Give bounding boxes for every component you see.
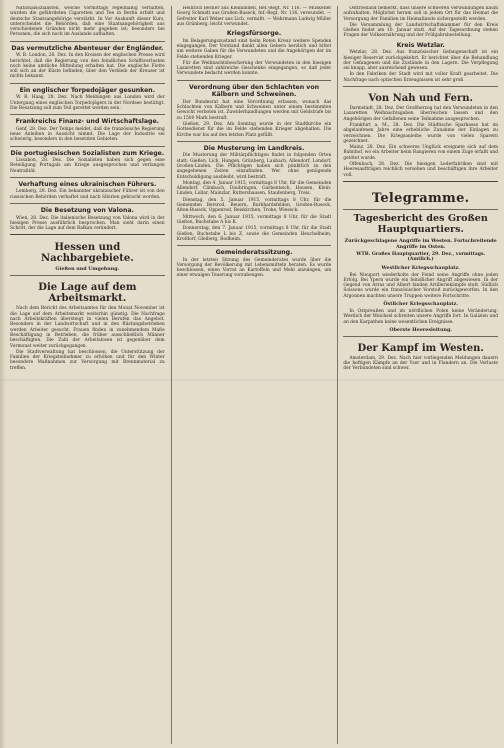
article-text: Mittwoch, den 6. Januar 1915, vormittags 8 Uhr, für die Stadt Gießen, Buchstabe A bis K. xyxy=(176,214,332,225)
headline: Kriegsfürsorge. xyxy=(226,30,282,38)
divider xyxy=(10,146,165,147)
dateline: WTB. Großes Hauptquartier, 29. Dez., vormittags. (Amtlich.) xyxy=(356,251,486,263)
headline: Gemeinderatssitzung. xyxy=(215,249,293,257)
headline: Das vermutzliche Abenteuer der Engländer. xyxy=(11,44,164,52)
article-text: Lemberg, 28. Dez. Ein bekannter ukrainischer Führer ist von den russischen Behörden verhaftet und nach Sibirien gebracht worden. xyxy=(10,189,165,200)
article-text: Montag, den 4. Januar 1915, vormittags 8 Uhr, für die Gemeinden Allendorf, Climbach, Daubringen, Garbenteich, Hausen, Klein-Linden, Lollar, Mainzlar, Ruttershausen, Staufenberg, Treis. xyxy=(176,180,332,197)
article-text: Frankfurt a. M., 28. Dez. Die Städtische Sparkasse hat im abgelaufenen Jahre eine erhebliche Zunahme der Einlagen zu verzeichnen. Die Kriegsanleihe wurde von vielen Sparern gezeichnet. xyxy=(343,122,499,144)
signature: Oberste Heeresleitung. xyxy=(389,326,452,333)
divider xyxy=(10,114,165,115)
section-heading: Hessen und Nachbargebiete. xyxy=(40,242,134,265)
article-text: Die Versammlung der Landwirtschaftskammer für den Kreis Gießen findet am 10. Januar statt. Auf der Tagesordnung stehen Fragen der Volksernährung und der Frühjahrsbestellung. xyxy=(343,22,499,39)
divider xyxy=(10,275,165,276)
headline: Die portugiesischen Sozialisten zum Kriege. xyxy=(10,149,165,157)
section-subheading: Gießen und Umgebung. xyxy=(55,266,120,273)
summary-line: Zurückgeschlagene Angriffe im Westen. Fortschreitende Angriffe im Osten. xyxy=(344,237,497,250)
article-text: Nach dem Bericht des Arbeitsamtes für den Monat November ist die Lage auf dem Arbeitsmarkt weiterhin günstig. Die Nachfrage nach Arbeitskräften übersteigt in vielen Berufen das Angebot. Besonders in der Landwirtschaft und in den Rüstungsbetrieben werden Arbeiter gesucht. Frauen finden in zunehmendem Maße Beschäftigung in Betrieben, die früher ausschließlich Männer beschäftigten. Die Zahl der Arbeitslosen ist gegenüber dem Vormonat weiter zurückgegangen. xyxy=(10,306,165,349)
article-text: In den Fabriken der Stadt wird mit voller Kraft gearbeitet. Die Nachfrage nach optischen Erzeugnissen ist sehr groß. xyxy=(343,72,499,83)
divider xyxy=(343,86,498,87)
section-divider xyxy=(343,181,498,183)
section-divider xyxy=(10,234,165,236)
divider xyxy=(10,41,165,42)
article-text: Heinrich Becker aus Kleinlinden, Ref.-Regt. Nr. 116. — Musketier Georg Schmidt aus Großen-Buseck, Inf.-Regt. Nr. 116, verwundet. — Gefreiter Karl Weber aus Lich, vermißt. — Wehrmann Ludwig Müller aus Grünberg, leicht verwundet. xyxy=(176,6,332,27)
theater-heading: Westlicher Kriegsschauplatz. xyxy=(381,264,460,271)
headline: Die Musterung im Landkreis. xyxy=(203,144,305,152)
column-3 xyxy=(337,6,498,744)
article-text: Lissabon, 28. Dez. Die Sozialisten haben sich gegen eine Beteiligung Portugals am Kriege ausgesprochen und verlangen Neutralität. xyxy=(10,158,165,174)
article-text: Wien, 28. Dez. Die italienische Besetzung von Valona wird in der hiesigen Presse ausführlich besprochen. Man sieht darin einen Schritt, der die Lage auf dem Balkan verändert. xyxy=(10,215,165,232)
divider xyxy=(177,245,332,246)
telegram-heading: Telegramme. xyxy=(371,190,470,206)
article-text: Offenbach, 28. Dez. Die hiesigen Lederfabriken sind mit Heeresaufträgen reichlich versehen und beschäftigen ihre Arbeiter voll. xyxy=(343,162,499,178)
article-text: Donnerstag, den 7. Januar 1915, vormittags 8 Uhr, für die Stadt Gießen, Buchstabe L bis Z, sowie die Gemeinden Heuchelheim, Krofdorf, Gleiberg, Rodheim. xyxy=(176,226,332,242)
article-text: Ostfriesland bemerkt, dass unsere schweren Verwundungen kaum aufzuhalten. Möglichst herum soll in jedem Ort für das Heimat die Versorgung der Familien im Heimatlande sichergestellt werden. xyxy=(343,6,499,22)
headline: Verhaftung eines ukrainischen Führers. xyxy=(18,180,157,188)
article-text: In der letzten Sitzung des Gemeinderates wurde über die Versorgung der Bevölkerung mit Lebensmitteln beraten. Es wurde beschlossen, einen Vorrat an Kartoffeln und Mehl anzulegen, um einer etwaigen Teuerung vorzubeugen. xyxy=(176,257,332,279)
article-text: W. B. London, 28. Dez. In den Kreisen der englischen Presse wird berichtet, daß die Regierung von den feindlichen Schiffsverlusten noch keine amtliche Mitteilung erhalten hat. Die englische Flotte soll sich an der Küste befinden; über den Verbleib der Kreuzer ist nichts bekannt. xyxy=(10,53,165,80)
article-text: Die Musterung der Militärpflichtigen findet in folgenden Orten statt: Gießen, Lich, Hungen, Grünberg, Laubach, Allendorf, Londorf, Großen-Linden. Die Pflichtigen haben sich pünktlich zu den angegebenen Zeiten einzufinden. Wer ohne genügende Entschuldigung ausbleibt, wird bestraft. xyxy=(176,153,332,180)
section-heading: Von Nah und Fern. xyxy=(368,93,473,105)
article-text: Die Stadtverwaltung hat beschlossen, die Unterstützung der Familien der Kriegsteilnehmer zu erhöhen und für den Winter besondere Maßnahmen zur Versorgung mit Brennmaterial zu treffen. xyxy=(10,349,165,371)
article-text: Der Bundesrat hat eine Verordnung erlassen, wonach das Schlachten von Kälbern und Schweinen unter einem bestimmten Gewicht verboten ist. Zuwiderhandlungen werden mit Geldstrafe bis zu 1500 Mark bestraft. xyxy=(176,99,332,121)
telegram-subheading: Tagesbericht des Großen Hauptquartiers. xyxy=(353,212,488,235)
article-text: Wetzlar, 28. Dez. Aus französischer Gefangenschaft ist ein hiesiger Reservist zurückgekehrt. Er berichtet über die Behandlung der Gefangenen und die Zustände in den Lagern. Die Verpflegung sei knapp, aber ausreichend gewesen. xyxy=(343,50,499,72)
headline: Kreis Wetzlar. xyxy=(396,41,445,49)
article-text: Nationalsozialisten, welche vormittags regelmäßig verhaften, wurden die gefährdeten Cigaretten und Tee in Berlin erfaßt und deutsche Staatsangehörige verstärkt. In Vor Auskunft dieser Kurs, unterscheidet die Behörden, daß eine Staatsangehörigkeit aus verschiedenen Gründen nicht mehr gegeben ist; besonders bei Personen, die sich noch im Auslande aufhalten. xyxy=(10,6,165,38)
divider xyxy=(177,80,332,81)
divider xyxy=(10,203,165,204)
divider xyxy=(10,177,165,178)
article-text: Darmstadt, 28. Dez. Der Großherzog hat den Verwundeten in den Lazaretten Weihnachtsgaben überreichen lassen und den Angehörigen der Gefallenen seine Teilnahme ausgesprochen. xyxy=(343,106,499,122)
article-text: Im Belagerungszustand sind beim Roten Kreuz weitere Spenden eingegangen. Der Vorstand dankt allen Gebern herzlich und bittet um weitere Gaben für die Verwundeten und die Angehörigen der im Felde stehenden Krieger. xyxy=(176,38,332,60)
article-text: W. B. Haag, 28. Dez. Nach Meldungen aus London wird der Untergang eines englischen Torpedojägers in der Nordsee bestätigt. Die Besatzung soll zum Teil gerettet worden sein. xyxy=(10,95,165,111)
article-text: Mainz, 28. Dez. Ein schweres Unglück ereignete sich auf dem Bahnhof, wo ein Arbeiter beim Rangieren von einem Zuge erfaßt und getötet wurde. xyxy=(343,145,499,161)
headline: Die Lage auf dem Arbeitsmarkt. xyxy=(38,282,137,305)
article-text: Für die Weihnachtsbescherung der Verwundeten in den hiesigen Lazaretten sind zahlreiche Geschenke eingegangen, so daß jeder Verwundete bedacht werden konnte. xyxy=(176,60,332,77)
article-text: Amsterdam, 29. Dez. Nach hier vorliegenden Meldungen dauern die heftigen Kämpfe an der Yser und in Flandern an. Die Verluste der Verbündeten sind schwer. xyxy=(343,355,499,372)
column-1 xyxy=(10,6,165,744)
page-edge-stain xyxy=(0,0,6,748)
theater-heading: Östlicher Kriegsschauplatz. xyxy=(383,301,458,307)
column-2 xyxy=(171,6,332,744)
article-text: In Ostpreußen und im nördlichen Polen keine Veränderung. Westlich der Weichsel schreiten unsere Angriffe fort. In Galizien und an den Karpathen keine wesentlichen Ereignisse. xyxy=(343,309,499,325)
divider xyxy=(10,83,165,84)
headline: Verordnung über den Schlachten von Kälbern und Schweinen. xyxy=(189,83,319,99)
divider xyxy=(177,141,332,142)
article-text: Genf, 28. Dez. Der Temps meldet, daß die französische Regierung neue Anleihen in Aussicht nimmt. Die Lage der Industrie sei schwierig, besonders in den besetzten Gebieten. xyxy=(10,126,165,143)
headline: Die Besetzung von Valona. xyxy=(40,207,134,215)
article-text: Bei Nieuport wiederholte der Feind seine Angriffe ohne jeden Erfolg. Bei Ypern wurde ein feindlicher Angriff abgewiesen. In der Gegend von Arras und Albert fanden Artilleriekämpfe statt. Südlich Soissons wurde ein französischer Vorstoß zurückgeworfen. In den Argonnen machten unsere Truppen weitere Fortschritte. xyxy=(343,272,499,299)
headline: Der Kampf im Westen. xyxy=(357,342,484,354)
article-text: Gießen, 29. Dez. Am Sonntag wurde in der Stadtkirche ein Gottesdienst für die im Felde stehenden Krieger abgehalten. Die Kirche war bis auf den letzten Platz gefüllt. xyxy=(176,121,332,138)
article-text: Dienstag, den 5. Januar 1915, vormittags 8 Uhr, für die Gemeinden Bersrod, Beuern, Burkhardsfelden, Großen-Buseck, Alten-Buseck, Oppenrod, Reiskirchen, Trohe, Wieseck. xyxy=(176,197,332,214)
divider xyxy=(343,209,498,210)
headline: Frankreichs Finanz- und Wirtschaftslage. xyxy=(15,118,160,126)
headline: Ein englischer Torpedojäger gesunken. xyxy=(19,86,156,94)
divider xyxy=(343,336,498,337)
